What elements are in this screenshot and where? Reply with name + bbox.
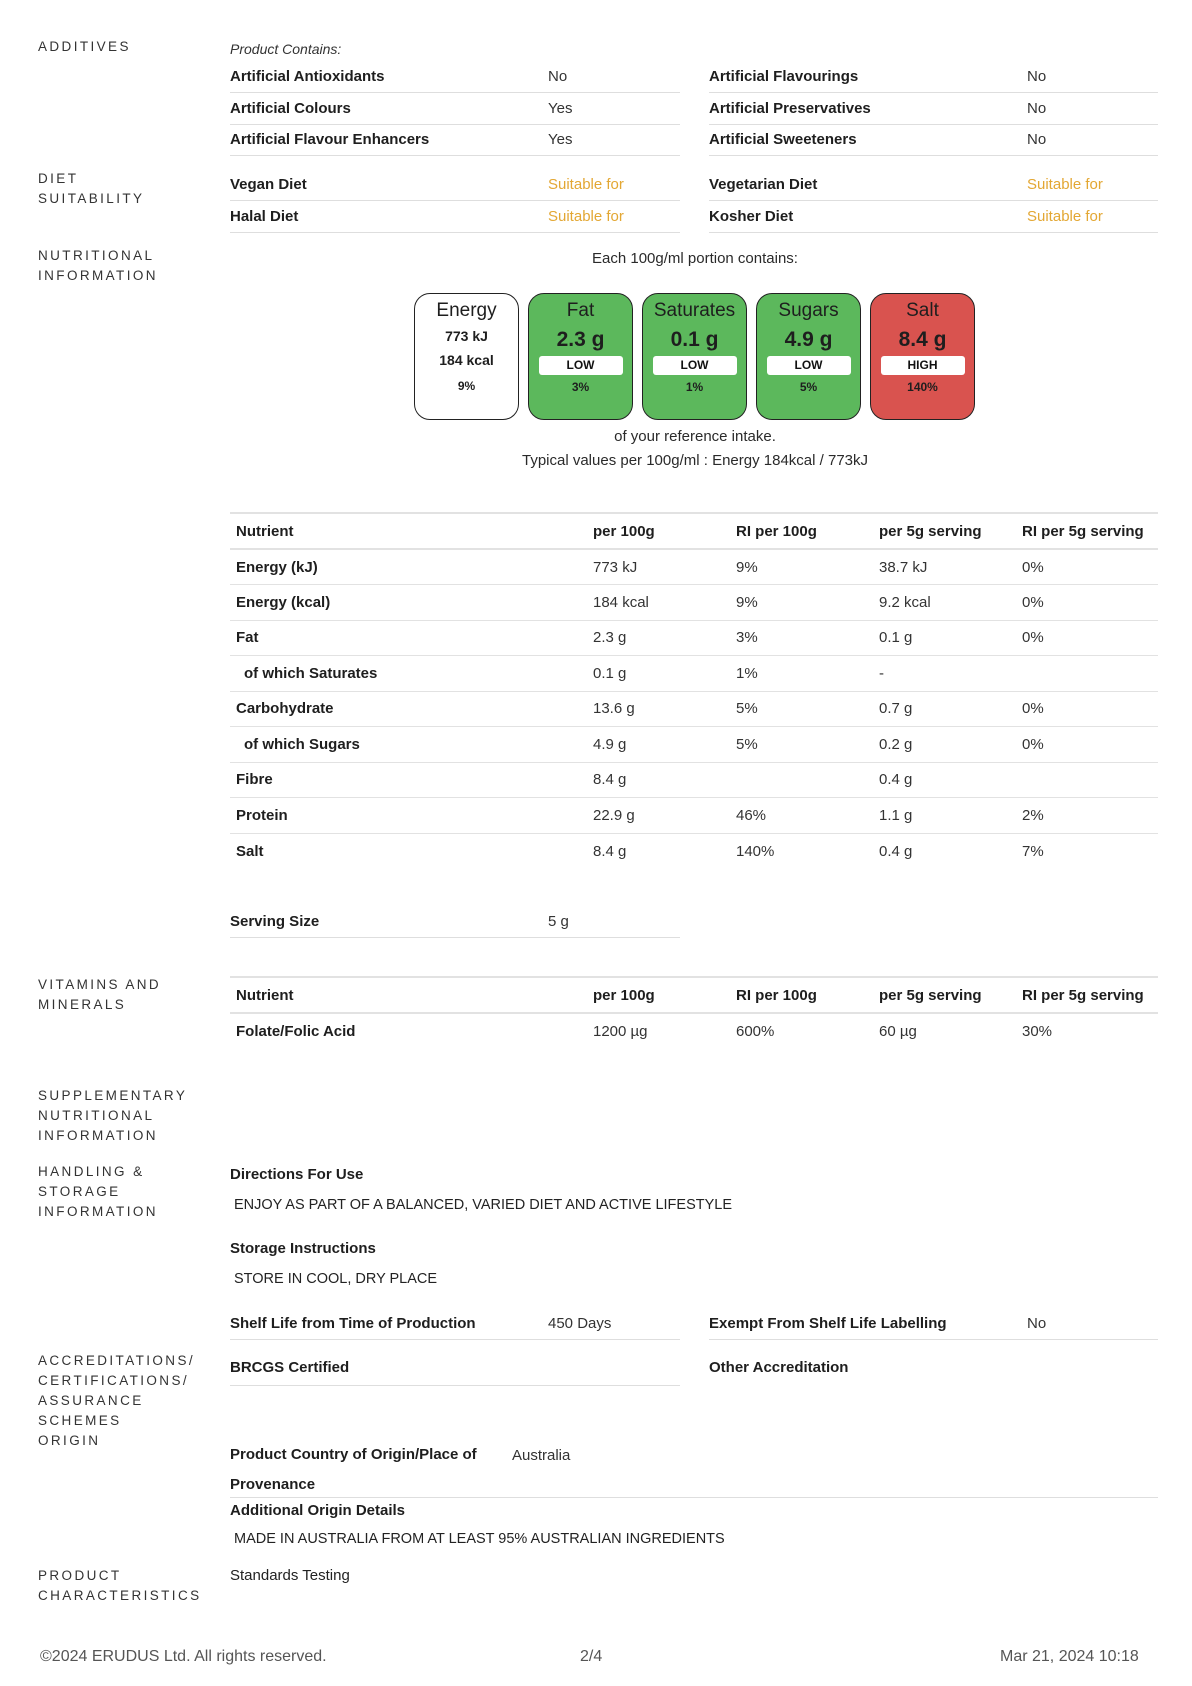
nutrient-name: Protein — [230, 798, 587, 834]
table-header: per 5g serving — [873, 977, 1016, 1013]
additive-row — [709, 124, 1158, 156]
additive-label: Artificial Sweeteners — [709, 131, 857, 148]
table-cell: 0.1 g — [873, 620, 1016, 656]
section-label-handling — [38, 1162, 158, 1222]
table-cell: 0.7 g — [873, 691, 1016, 727]
table-header: Nutrient — [230, 513, 587, 549]
gda-name: Energy — [436, 300, 497, 321]
table-header: Nutrient — [230, 977, 587, 1013]
section-label-line: SUITABILITY — [38, 191, 145, 206]
section-label-line: NUTRITIONAL — [38, 1108, 155, 1123]
table-header-row — [230, 977, 1158, 1013]
gda-amount: 2.3 g — [556, 328, 605, 351]
table-cell: 5% — [730, 727, 873, 763]
table-row — [230, 585, 1158, 621]
table-cell: 2% — [1016, 798, 1158, 834]
nutrient-name: Energy (kJ) — [230, 549, 587, 585]
additive-label: Artificial Flavourings — [709, 68, 859, 85]
section-label-line: INFORMATION — [38, 1128, 158, 1143]
nutrient-name: Fat — [230, 620, 587, 656]
serving-size-label: Serving Size — [230, 913, 320, 930]
exempt-row — [709, 1308, 1158, 1340]
portion-text: Each 100g/ml portion contains: — [592, 250, 798, 267]
gda-percent: 5% — [799, 380, 818, 394]
gda-salt — [870, 293, 975, 420]
reference-text: of your reference intake. — [614, 428, 776, 445]
section-label-line: VITAMINS AND — [38, 977, 162, 992]
gda-amount: 8.4 g — [898, 328, 947, 351]
footer-page-number: 2/4 — [580, 1648, 603, 1665]
table-cell: 8.4 g — [593, 842, 627, 860]
table-cell: 140% — [736, 842, 775, 860]
gda-name: Fat — [566, 300, 595, 321]
section-label-line: NUTRITIONAL — [38, 248, 155, 263]
section-label-line: STORAGE — [38, 1184, 121, 1199]
storage-value: STORE IN COOL, DRY PLACE — [234, 1271, 438, 1287]
nutrient-name: Energy (kcal) — [230, 585, 587, 621]
table-cell — [1016, 656, 1158, 692]
origin-row — [230, 1436, 1158, 1498]
table-row — [230, 727, 1158, 763]
additive-value: No — [1027, 100, 1047, 117]
diet-row — [709, 169, 1158, 201]
gda-level: HIGH — [881, 356, 965, 375]
shelf-life-row — [230, 1308, 680, 1340]
additive-value: No — [548, 68, 568, 85]
table-row — [230, 656, 1158, 692]
gda-sugars — [756, 293, 861, 420]
diet-label: Vegetarian Diet — [709, 176, 818, 193]
table-cell: 184 kcal — [587, 585, 730, 621]
nutrient-name: Fibre — [230, 762, 587, 798]
additive-row — [230, 61, 680, 93]
brcgs-label: BRCGS Certified — [230, 1359, 350, 1376]
table-cell: 9.2 kcal — [873, 585, 1016, 621]
table-cell: 1% — [730, 656, 873, 692]
additive-row — [230, 93, 680, 125]
table-row — [230, 1013, 1158, 1049]
table-header: RI per 100g — [730, 513, 873, 549]
table-cell: 0% — [1016, 620, 1158, 656]
vitamins-table — [230, 976, 1158, 1049]
gda-amount: 4.9 g — [784, 328, 833, 351]
additive-label: Artificial Flavour Enhancers — [230, 131, 430, 148]
origin-label — [230, 1440, 477, 1500]
table-header-row — [230, 513, 1158, 549]
section-label-accreditations — [38, 1351, 195, 1451]
gda-saturates — [642, 293, 747, 420]
table-cell: 0% — [1016, 549, 1158, 585]
diet-row — [230, 169, 680, 201]
section-label-vitamins — [38, 975, 161, 1015]
gda-percent: 140% — [907, 380, 938, 394]
section-label-line: CERTIFICATIONS/ — [38, 1373, 190, 1388]
table-header: per 100g — [587, 977, 730, 1013]
table-cell: 8.4 g — [587, 762, 730, 798]
table-cell: 0% — [1016, 691, 1158, 727]
origin-value: Australia — [512, 1447, 571, 1464]
gda-amount: 0.1 g — [670, 328, 719, 351]
table-cell: 22.9 g — [587, 798, 730, 834]
section-label-product — [38, 1566, 202, 1606]
section-label-line: ASSURANCE — [38, 1393, 144, 1408]
table-header: RI per 100g — [730, 977, 873, 1013]
diet-value: Suitable for — [1027, 176, 1103, 193]
diet-value: Suitable for — [548, 176, 624, 193]
additive-value: Yes — [548, 131, 573, 148]
origin-label-line: Provenance — [230, 1476, 316, 1493]
table-cell: 0% — [1016, 727, 1158, 763]
additive-value: No — [1027, 131, 1047, 148]
table-cell: 4.9 g — [587, 727, 730, 763]
additive-row — [230, 124, 680, 156]
gda-percent: 1% — [685, 380, 704, 394]
additive-label: Artificial Antioxidants — [230, 68, 385, 85]
section-label-line: HANDLING & — [38, 1164, 145, 1179]
additive-row — [709, 93, 1158, 125]
table-row — [230, 620, 1158, 656]
gda-name: Saturates — [653, 300, 736, 321]
footer-copyright: ©2024 ERUDUS Ltd. All rights reserved. — [40, 1648, 327, 1665]
section-label-line: PRODUCT — [38, 1568, 122, 1583]
gda-energy — [414, 293, 519, 420]
exempt-label: Exempt From Shelf Life Labelling — [709, 1315, 947, 1332]
additive-row — [709, 61, 1158, 93]
shelf-life-value: 450 Days — [548, 1315, 612, 1332]
table-cell — [1016, 762, 1158, 798]
nutrient-name: Salt — [236, 842, 264, 860]
gda-percent: 3% — [571, 380, 590, 394]
nutrient-name: Folate/Folic Acid — [236, 1022, 356, 1040]
additional-origin-title: Additional Origin Details — [230, 1502, 406, 1519]
table-row — [230, 833, 1158, 869]
table-cell: - — [873, 656, 1016, 692]
table-row — [230, 798, 1158, 834]
shelf-life-label: Shelf Life from Time of Production — [230, 1315, 476, 1332]
gda-percent: 9% — [457, 379, 476, 393]
exempt-value: No — [1027, 1315, 1047, 1332]
table-row — [230, 691, 1158, 727]
table-cell: 0.1 g — [587, 656, 730, 692]
table-cell: 773 kJ — [587, 549, 730, 585]
additive-value: Yes — [548, 100, 573, 117]
table-header: per 100g — [587, 513, 730, 549]
section-label-diet — [38, 169, 144, 209]
section-label-supplementary — [38, 1086, 187, 1146]
additives-note: Product Contains: — [230, 41, 342, 57]
table-cell: 9% — [730, 549, 873, 585]
table-row — [230, 549, 1158, 585]
table-cell: 0.4 g — [873, 762, 1016, 798]
nutrition-table — [230, 512, 1158, 869]
table-cell: 600% — [736, 1022, 775, 1040]
table-cell — [730, 762, 873, 798]
section-label-line: SCHEMES — [38, 1413, 122, 1428]
typical-values-text: Typical values per 100g/ml : Energy 184kcal / 773kJ — [521, 452, 869, 469]
section-label-line: DIET — [38, 171, 79, 186]
table-cell: 60 µg — [879, 1022, 917, 1040]
table-cell: 1.1 g — [873, 798, 1016, 834]
section-label-line: ADDITIVES — [38, 39, 131, 54]
table-cell: 9% — [730, 585, 873, 621]
section-label-line: MINERALS — [38, 997, 127, 1012]
nutrient-name: of which Sugars — [230, 727, 587, 763]
gda-fat — [528, 293, 633, 420]
section-label-line: ACCREDITATIONS/ — [38, 1353, 196, 1368]
gda-name: Sugars — [778, 300, 839, 321]
table-cell: 2.3 g — [587, 620, 730, 656]
additional-origin-value: MADE IN AUSTRALIA FROM AT LEAST 95% AUSTRALIAN INGREDIENTS — [234, 1531, 725, 1547]
diet-value: Suitable for — [548, 208, 624, 225]
table-cell: 38.7 kJ — [873, 549, 1016, 585]
gda-level: LOW — [767, 356, 851, 375]
table-header: RI per 5g serving — [1016, 513, 1158, 549]
gda-level: LOW — [653, 356, 737, 375]
section-label-line: INFORMATION — [38, 268, 158, 283]
table-cell: 5% — [730, 691, 873, 727]
table-header: per 5g serving — [873, 513, 1016, 549]
footer-timestamp: Mar 21, 2024 10:18 — [1000, 1648, 1139, 1665]
section-label-line: INFORMATION — [38, 1204, 158, 1219]
directions-value: ENJOY AS PART OF A BALANCED, VARIED DIET AND ACTIVE LIFESTYLE — [234, 1197, 732, 1213]
table-cell: 13.6 g — [587, 691, 730, 727]
serving-size-row — [230, 906, 680, 938]
table-cell: 1200 µg — [593, 1022, 648, 1040]
table-cell: 30% — [1022, 1022, 1053, 1040]
serving-size-value: 5 g — [548, 913, 569, 930]
nutrient-name: of which Saturates — [230, 656, 587, 692]
table-row — [230, 762, 1158, 798]
gda-name: Salt — [906, 300, 939, 321]
table-cell: 3% — [730, 620, 873, 656]
additive-value: No — [1027, 68, 1047, 85]
section-label-additives — [38, 37, 131, 57]
table-cell: 0.2 g — [873, 727, 1016, 763]
table-cell: 7% — [1022, 842, 1044, 860]
section-label-line: ORIGIN — [38, 1433, 101, 1448]
directions-title: Directions For Use — [230, 1166, 364, 1183]
table-cell: 46% — [730, 798, 873, 834]
table-cell: 0.4 g — [879, 842, 913, 860]
diet-label: Vegan Diet — [230, 176, 307, 193]
additive-label: Artificial Colours — [230, 100, 351, 117]
other-accreditation-label: Other Accreditation — [709, 1359, 849, 1376]
origin-label-line: Product Country of Origin/Place of — [230, 1446, 477, 1463]
gda-energy-kj: 773 kJ — [445, 328, 488, 344]
section-label-line: CHARACTERISTICS — [38, 1588, 202, 1603]
gda-level: LOW — [539, 356, 623, 375]
product-characteristics-value: Standards Testing — [230, 1567, 350, 1584]
diet-label: Kosher Diet — [709, 208, 794, 225]
diet-label: Halal Diet — [230, 208, 299, 225]
diet-row — [709, 201, 1158, 233]
section-label-nutrition — [38, 246, 158, 286]
section-label-line: SUPPLEMENTARY — [38, 1088, 188, 1103]
gda-energy-kcal: 184 kcal — [439, 352, 494, 368]
storage-title: Storage Instructions — [230, 1240, 376, 1257]
table-cell: 0% — [1016, 585, 1158, 621]
nutrient-name: Carbohydrate — [230, 691, 587, 727]
table-header: RI per 5g serving — [1016, 977, 1158, 1013]
diet-value: Suitable for — [1027, 208, 1103, 225]
other-accreditation-row — [709, 1352, 1158, 1386]
additive-label: Artificial Preservatives — [709, 100, 871, 117]
brcgs-row — [230, 1352, 680, 1386]
diet-row — [230, 201, 680, 233]
